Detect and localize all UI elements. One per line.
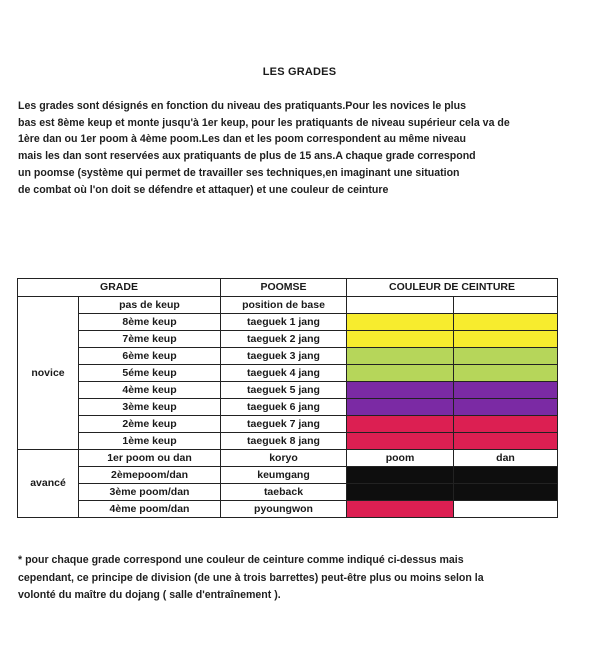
belt-color-cell <box>454 314 558 331</box>
belt-color-cell <box>454 501 558 518</box>
footnote-line: volonté du maître du dojang ( salle d'entraînement ). <box>18 589 281 601</box>
table-row <box>18 382 558 399</box>
header-poomse: POOMSE <box>221 279 347 297</box>
table-row <box>18 314 558 331</box>
belt-color-cell <box>347 467 454 484</box>
grade-cell: 4ème keup <box>79 382 221 399</box>
grade-cell: 2èmepoom/dan <box>79 467 221 484</box>
belt-color-cell <box>454 467 558 484</box>
grade-cell: 1ème keup <box>79 433 221 450</box>
grade-cell: 8ème keup <box>79 314 221 331</box>
group-label-avance: avancé <box>18 450 79 518</box>
poomse-cell: taeback <box>221 484 347 501</box>
belt-color-cell <box>347 416 454 433</box>
grade-cell: 1er poom ou dan <box>79 450 221 467</box>
belt-color-cell <box>454 484 558 501</box>
grade-cell: 3ème poom/dan <box>79 484 221 501</box>
intro-line: bas est 8ème keup et monte jusqu'à 1er keup, pour les pratiquants de niveau supérieur cela va de <box>18 116 510 129</box>
table-row <box>18 501 558 518</box>
table-row <box>18 484 558 501</box>
poomse-cell: koryo <box>221 450 347 467</box>
poomse-cell: taeguek 6 jang <box>221 399 347 416</box>
intro-line: 1ère dan ou 1er poom à 4ème poom.Les dan et les poom correspondent au même niveau <box>18 133 467 146</box>
table-row <box>18 331 558 348</box>
belt-color-cell <box>454 297 558 314</box>
belt-color-cell <box>454 348 558 365</box>
belt-color-cell <box>347 314 454 331</box>
grades-table <box>17 278 558 518</box>
belt-color-cell <box>347 433 454 450</box>
belt-color-cell <box>347 365 454 382</box>
header-grade: GRADE <box>18 279 221 297</box>
belt-label-poom: poom <box>347 450 454 467</box>
poomse-cell: position de base <box>221 297 347 314</box>
belt-color-cell <box>347 399 454 416</box>
belt-color-cell <box>347 348 454 365</box>
footnote <box>18 552 590 605</box>
poomse-cell: taeguek 8 jang <box>221 433 347 450</box>
footnote-line: * pour chaque grade correspond une couleur de ceinture comme indiqué ci-dessus mais <box>18 554 464 566</box>
intro-line: un poomse (système qui permet de travailler ses techniques,en imaginant une situation <box>18 166 460 179</box>
belt-color-cell <box>347 382 454 399</box>
table-row <box>18 297 558 314</box>
poomse-cell: taeguek 3 jang <box>221 348 347 365</box>
page-title: LES GRADES <box>262 66 337 78</box>
table-row <box>18 433 558 450</box>
poomse-cell: taeguek 5 jang <box>221 382 347 399</box>
belt-color-cell <box>454 399 558 416</box>
intro-paragraph <box>18 98 593 198</box>
grade-cell: 6ème keup <box>79 348 221 365</box>
belt-color-cell <box>454 365 558 382</box>
table-row <box>18 399 558 416</box>
belt-color-cell <box>454 382 558 399</box>
belt-color-cell <box>347 331 454 348</box>
table-row <box>18 365 558 382</box>
table-body <box>18 297 558 518</box>
intro-line: de combat où l'on doit se défendre et attaquer) et une couleur de ceinture <box>18 183 389 196</box>
table-header-row <box>18 279 558 297</box>
intro-line: Les grades sont désignés en fonction du niveau des pratiquants.Pour les novices le plus <box>18 100 466 112</box>
table-row <box>18 467 558 484</box>
belt-color-cell <box>347 484 454 501</box>
grade-cell: pas de keup <box>79 297 221 314</box>
grade-cell: 5éme keup <box>79 365 221 382</box>
poomse-cell: keumgang <box>221 467 347 484</box>
belt-color-cell <box>347 501 454 518</box>
footnote-line: cependant, ce principe de division (de une à trois barrettes) peut-être plus ou moins selon la <box>18 571 484 584</box>
grade-cell: 2ème keup <box>79 416 221 433</box>
belt-color-cell <box>454 416 558 433</box>
grade-cell: 3ème keup <box>79 399 221 416</box>
group-label-novice: novice <box>18 297 79 450</box>
poomse-cell: taeguek 2 jang <box>221 331 347 348</box>
belt-color-cell <box>454 331 558 348</box>
grade-cell: 7ème keup <box>79 331 221 348</box>
header-couleur: COULEUR DE CEINTURE <box>347 279 558 297</box>
belt-color-cell <box>454 433 558 450</box>
intro-line: mais les dan sont reservées aux pratiquants de plus de 15 ans.A chaque grade correspond <box>18 150 476 163</box>
poomse-cell: taeguek 4 jang <box>221 365 347 382</box>
poomse-cell: pyoungwon <box>221 501 347 518</box>
grade-cell: 4ème poom/dan <box>79 501 221 518</box>
table-row <box>18 416 558 433</box>
poomse-cell: taeguek 7 jang <box>221 416 347 433</box>
table-row <box>18 348 558 365</box>
belt-label-dan: dan <box>454 450 558 467</box>
table-row <box>18 450 558 467</box>
belt-color-cell <box>347 297 454 314</box>
poomse-cell: taeguek 1 jang <box>221 314 347 331</box>
